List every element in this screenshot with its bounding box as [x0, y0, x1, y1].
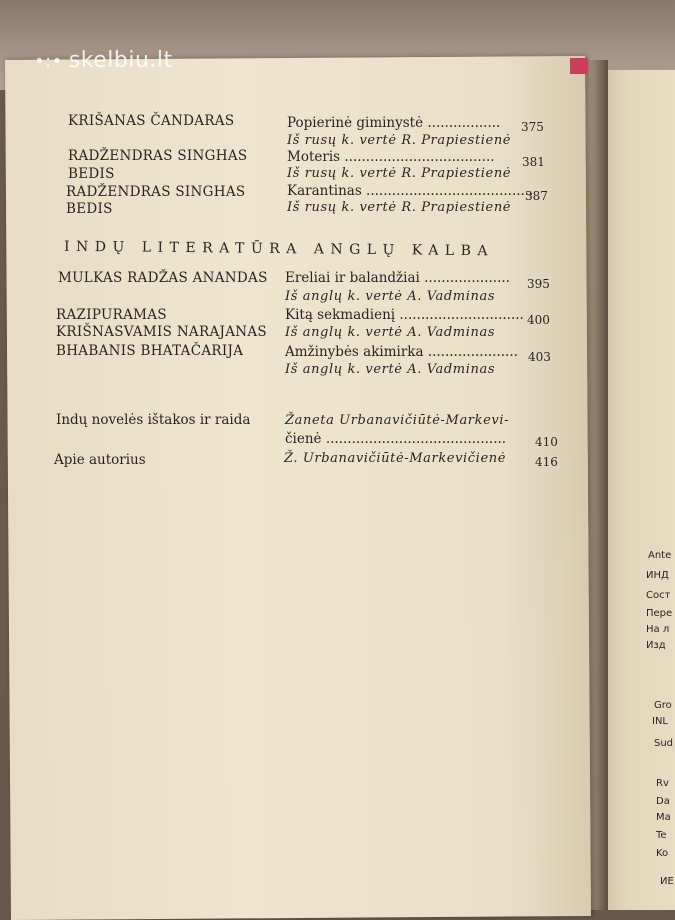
entry-title: Amžinybės akimirka .....................: [285, 344, 518, 360]
right-page-fragment: Сост: [646, 590, 671, 601]
logo-dots-icon: •:•: [34, 51, 63, 72]
right-page-fragment: Ko: [656, 848, 669, 859]
essay-label: Indų novelės ištakos ir raida: [56, 412, 251, 428]
entry-title: Popierinė giminystė .................: [287, 115, 501, 131]
right-page-fragment: Gro: [654, 700, 672, 711]
right-page-fragment: ИЕ: [660, 876, 674, 887]
right-page-fragment: Ante: [648, 550, 672, 561]
entry-translator: Iš anglų k. vertė A. Vadminas: [285, 289, 496, 304]
entry-title: Karantinas .......................................: [287, 183, 534, 199]
entry-page: 381: [522, 155, 545, 169]
right-page-fragment: INL: [652, 716, 669, 727]
entry-title: Kitą sekmadienį .............................: [285, 307, 524, 323]
about-authors-author: Ž. Urbanavičiūtė-Markevičienė: [284, 451, 507, 466]
entry-translator: Iš rusų k. vertė R. Prapiestienė: [287, 200, 512, 215]
entry-author: RADŽENDRAS SINGHAS: [66, 184, 246, 200]
right-page-fragment: Te: [656, 830, 667, 841]
entry-page: 403: [528, 350, 551, 364]
watermark-text: skelbiu.lt: [68, 48, 173, 73]
about-authors-page: 416: [535, 455, 558, 469]
entry-author-line2: BEDIS: [66, 201, 113, 217]
entry-page: 375: [521, 120, 544, 134]
entry-author: RAZIPURAMAS: [56, 307, 167, 323]
entry-author: BHABANIS BHATAČARIJA: [56, 343, 244, 359]
entry-author-line2: BEDIS: [68, 166, 115, 182]
entry-title: Ereliai ir balandžiai ....................: [285, 270, 510, 286]
entry-page: 395: [527, 277, 550, 291]
entry-page: 400: [527, 313, 550, 327]
entry-translator: Iš anglų k. vertė A. Vadminas: [285, 325, 496, 340]
entry-author: MULKAS RADŽAS ANANDAS: [58, 270, 268, 286]
entry-author: KRIŠANAS ČANDARAS: [68, 113, 235, 129]
right-page-fragment: Sud: [654, 738, 674, 749]
entry-author-line2: KRIŠNASVAMIS NARAJANAS: [56, 324, 267, 340]
right-page-fragment: Rv: [656, 778, 669, 789]
right-page-fragment: ИНД: [646, 570, 669, 581]
entry-title: Moteris ...................................: [287, 149, 495, 165]
entry-author: RADŽENDRAS SINGHAS: [68, 148, 248, 164]
right-page-fragment: Da: [656, 796, 670, 807]
essay-author-line1: Žaneta Urbanavičiūtė-Markevi-: [285, 413, 510, 428]
section-heading: INDŲ LITERATŪRA ANGLŲ KALBA: [63, 238, 495, 260]
entry-translator: Iš rusų k. vertė R. Prapiestienė: [287, 133, 512, 148]
essay-page: 410: [535, 435, 558, 449]
right-page-fragment: Ma: [656, 812, 671, 823]
entry-translator: Iš anglų k. vertė A. Vadminas: [285, 362, 496, 377]
entry-page: 387: [525, 189, 548, 203]
entry-translator: Iš rusų k. vertė R. Prapiestienė: [287, 166, 512, 181]
right-page-fragment: На л: [646, 624, 670, 635]
right-page-fragment: Пере: [646, 608, 673, 619]
essay-author-line2: čienė ..........................................: [285, 431, 507, 447]
right-page-fragment: Изд: [646, 640, 666, 651]
about-authors-label: Apie autorius: [54, 452, 146, 468]
